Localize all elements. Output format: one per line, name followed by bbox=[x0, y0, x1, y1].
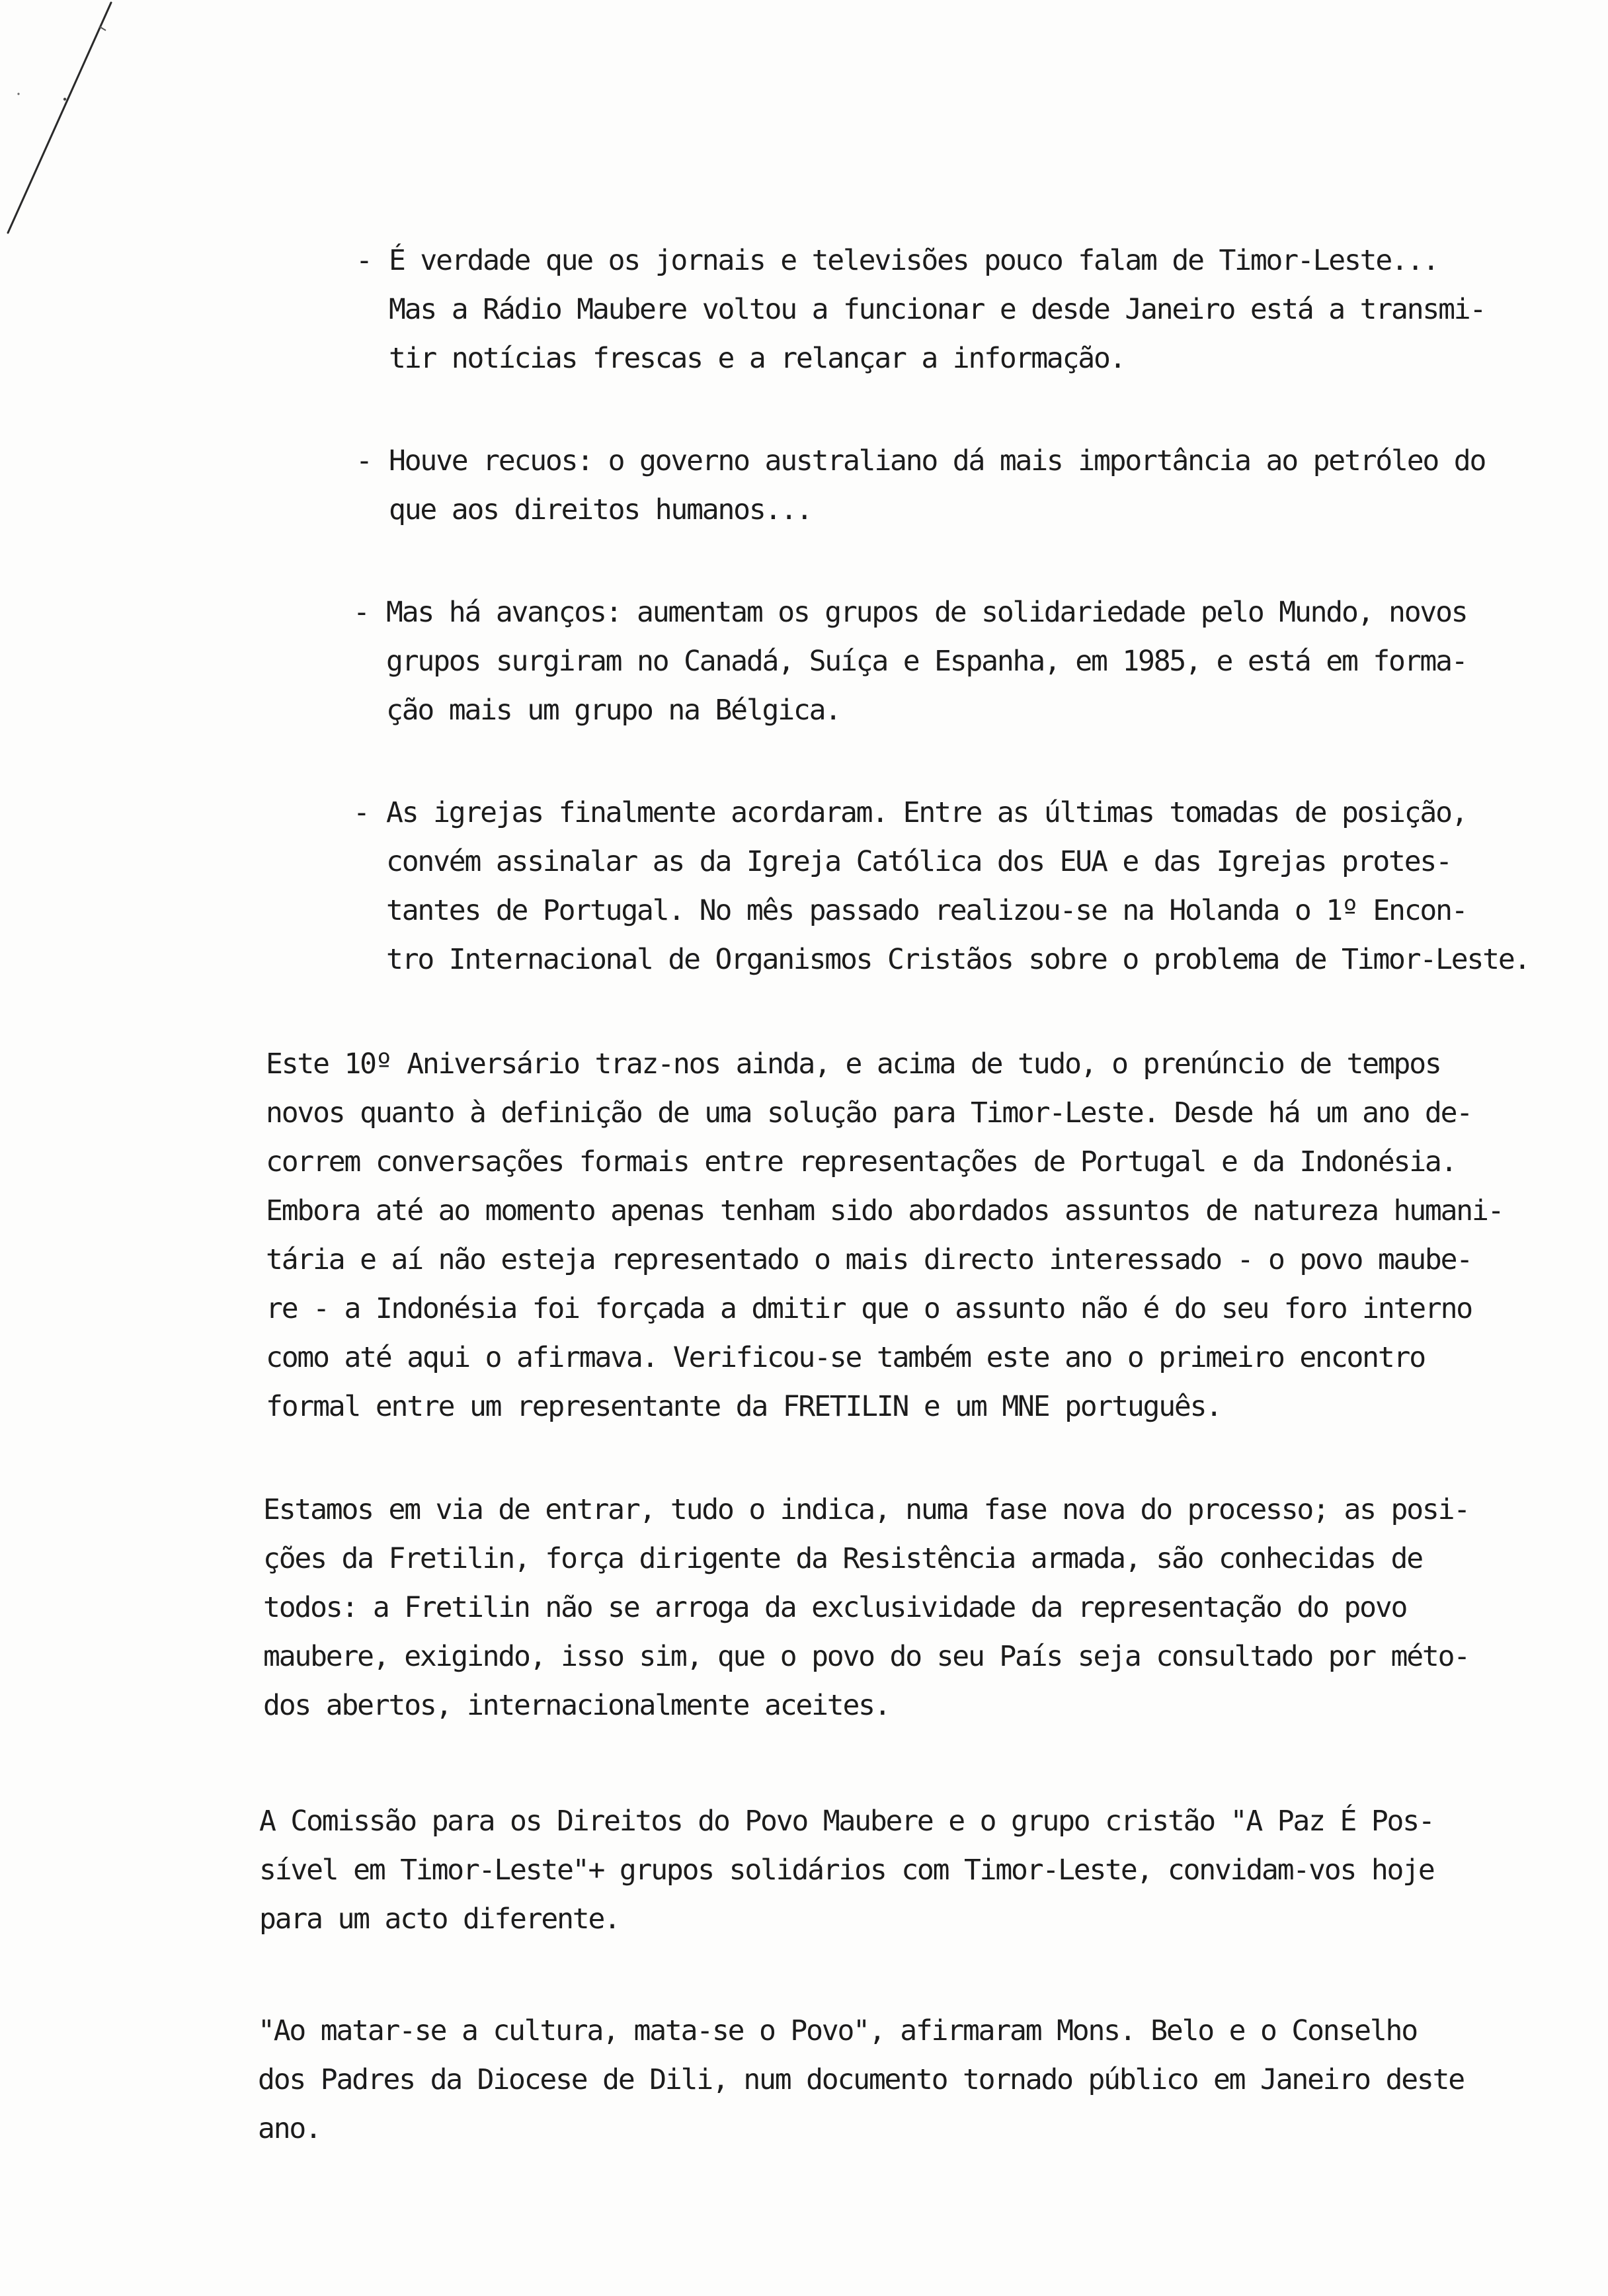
pen-stroke-mark bbox=[0, 0, 145, 238]
bullet-3-line-3: ção mais um grupo na Bélgica. bbox=[386, 694, 840, 727]
paragraph-1-line-5: tária e aí não esteja representado o mais directo interessado - o povo maube- bbox=[266, 1243, 1472, 1276]
bullet-dash: - bbox=[353, 596, 370, 629]
bullet-2-line-1: Houve recuos: o governo australiano dá mais importância ao petróleo do bbox=[389, 444, 1486, 477]
bullet-dash: - bbox=[356, 444, 373, 477]
bullet-1-line-2: Mas a Rádio Maubere voltou a funcionar e desde Janeiro está a transmi- bbox=[389, 293, 1486, 326]
bullet-3-line-2: grupos surgiram no Canadá, Suíça e Espanha, em 1985, e está em forma- bbox=[386, 645, 1467, 678]
bullet-4-line-4: tro Internacional de Organismos Cristãos sobre o problema de Timor-Leste. bbox=[386, 943, 1530, 976]
paragraph-2-line-2: ções da Fretilin, força dirigente da Resistência armada, são conhecidas de bbox=[263, 1542, 1422, 1575]
paragraph-1-line-6: re - a Indonésia foi forçada a dmitir que o assunto não é do seu foro interno bbox=[266, 1292, 1472, 1325]
bullet-1-line-3: tir notícias frescas e a relançar a informação. bbox=[389, 342, 1125, 375]
bullet-4-line-2: convém assinalar as da Igreja Católica dos EUA e das Igrejas protes- bbox=[386, 845, 1451, 878]
paragraph-2-line-4: maubere, exigindo, isso sim, que o povo do seu País seja consultado por méto- bbox=[263, 1640, 1469, 1673]
bullet-dash: - bbox=[356, 244, 373, 277]
bullet-2-line-2: que aos direitos humanos... bbox=[389, 493, 812, 526]
paragraph-1-line-2: novos quanto à definição de uma solução para Timor-Leste. Desde há um ano de- bbox=[266, 1096, 1472, 1129]
paragraph-2-line-1: Estamos em via de entrar, tudo o indica, numa fase nova do processo; as posi- bbox=[263, 1493, 1469, 1526]
paragraph-4-line-3: ano. bbox=[258, 2112, 321, 2145]
paragraph-4-line-2: dos Padres da Diocese de Dili, num documento tornado público em Janeiro deste bbox=[258, 2063, 1464, 2096]
paragraph-1-line-7: como até aqui o afirmava. Verificou-se também este ano o primeiro encontro bbox=[266, 1341, 1425, 1374]
paragraph-3-line-1: A Comissão para os Direitos do Povo Maubere e o grupo cristão "A Paz É Pos- bbox=[259, 1805, 1434, 1838]
paragraph-1-line-3: correm conversações formais entre representações de Portugal e da Indonésia. bbox=[266, 1145, 1457, 1178]
bullet-3-line-1: Mas há avanços: aumentam os grupos de solidariedade pelo Mundo, novos bbox=[386, 596, 1467, 629]
paragraph-2-line-5: dos abertos, internacionalmente aceites. bbox=[263, 1689, 890, 1722]
paragraph-4-line-1: "Ao matar-se a cultura, mata-se o Povo", afirmaram Mons. Belo e o Conselho bbox=[258, 2014, 1417, 2047]
bullet-4-line-3: tantes de Portugal. No mês passado realizou-se na Holanda o 1º Encon- bbox=[386, 894, 1467, 927]
paragraph-3-line-2: sível em Timor-Leste"+ grupos solidários com Timor-Leste, convidam-vos hoje bbox=[259, 1854, 1434, 1887]
paragraph-1-line-8: formal entre um representante da FRETILIN e um MNE português. bbox=[266, 1390, 1221, 1423]
paragraph-2-line-3: todos: a Fretilin não se arroga da exclusividade da representação do povo bbox=[263, 1591, 1407, 1624]
paragraph-1-line-4: Embora até ao momento apenas tenham sido abordados assuntos de natureza humani- bbox=[266, 1194, 1504, 1227]
bullet-1-line-1: É verdade que os jornais e televisões pouco falam de Timor-Leste... bbox=[389, 244, 1439, 277]
bullet-4-line-1: As igrejas finalmente acordaram. Entre as últimas tomadas de posição, bbox=[386, 796, 1467, 829]
bullet-dash: - bbox=[353, 796, 370, 829]
paragraph-3-line-3: para um acto diferente. bbox=[259, 1903, 620, 1936]
paragraph-1-line-1: Este 10º Aniversário traz-nos ainda, e acima de tudo, o prenúncio de tempos bbox=[266, 1047, 1441, 1081]
